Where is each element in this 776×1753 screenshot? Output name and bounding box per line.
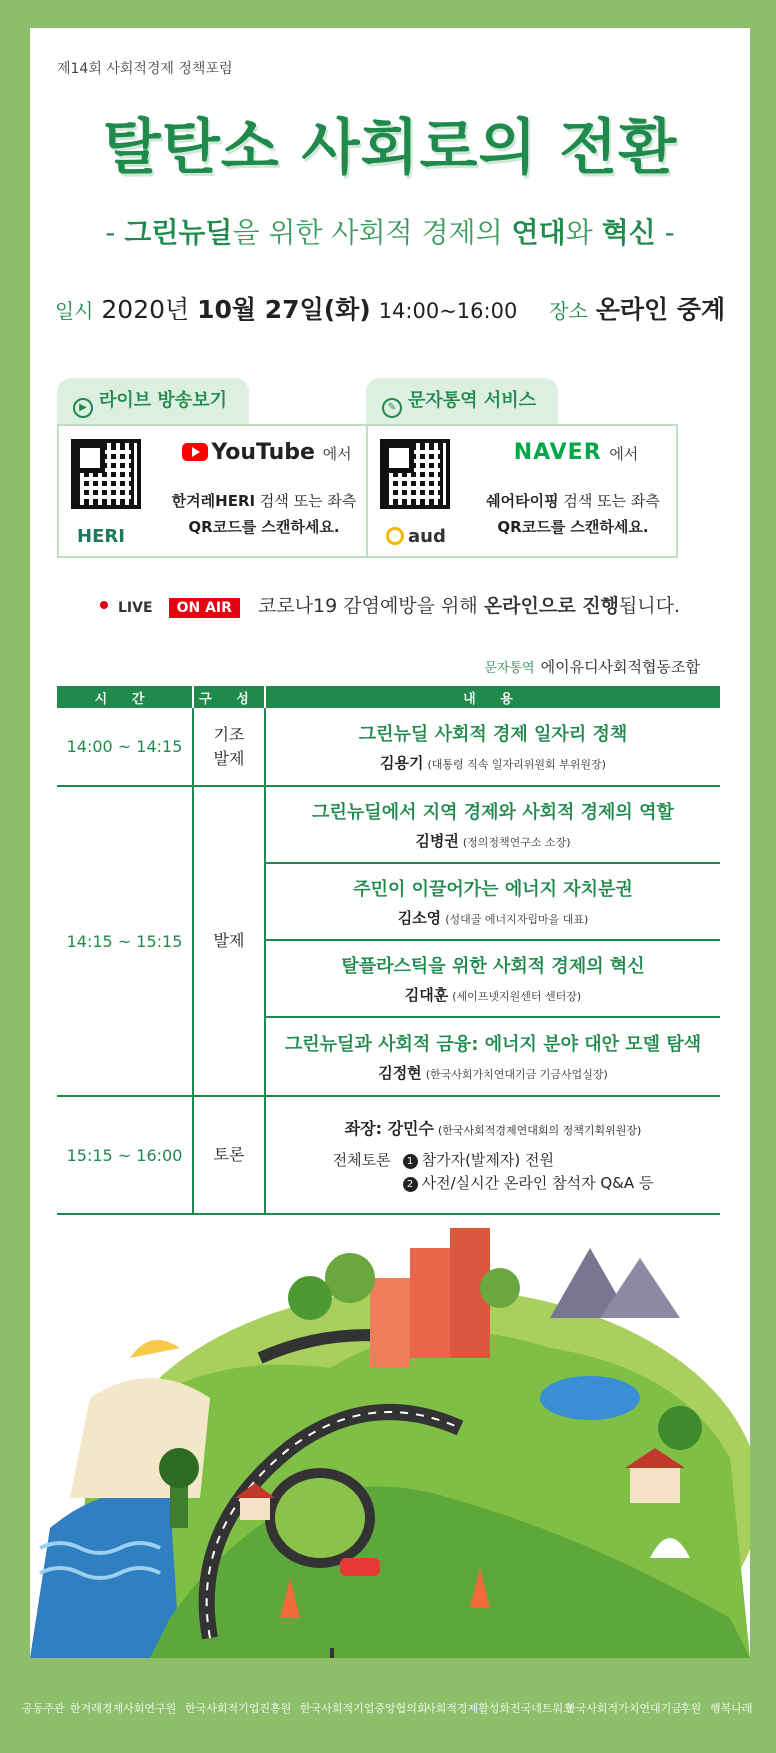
place-label: 장소 xyxy=(549,299,588,323)
host-5: 한국사회적가치연대기금 xyxy=(565,1702,682,1715)
translation-credit: 문자통역 에이유디사회적협동조합 xyxy=(484,658,700,676)
caption-tab[interactable]: ✎ 문자통역 서비스 xyxy=(366,378,558,424)
qr-code-naver[interactable] xyxy=(380,439,450,509)
onair-badge: ON AIR xyxy=(169,598,240,618)
live-instructions: 한겨레HERI 검색 또는 좌측 QR코드를 스캔하세요. xyxy=(171,492,357,536)
header-type: 구 성 xyxy=(193,686,265,708)
naver-logo: NAVER 에서 xyxy=(513,440,639,465)
qr-code-youtube[interactable] xyxy=(71,439,141,509)
header-content: 내 용 xyxy=(265,686,720,708)
sponsor: 행복나래 xyxy=(710,1702,753,1715)
schedule-table xyxy=(57,686,720,1215)
sponsor-label: 후원 xyxy=(680,1702,702,1715)
event-time: 14:00~16:00 xyxy=(378,299,518,323)
live-notice: LIVE ON AIR 코로나19 감염예방을 위해 온라인으로 진행됩니다. xyxy=(30,591,750,618)
host-4: 사회적경제활성화전국네트워크 xyxy=(425,1702,574,1715)
heri-logo: HERI xyxy=(77,526,125,547)
live-message: 코로나19 감염예방을 위해 온라인으로 진행됩니다. xyxy=(257,595,681,617)
discussion-block: 좌장: 강민수 (한국사회적경제연대회의 정책기획위원장) 전체토론 1 참가자(발제자) 전원 2 사전/실시간 온라인 참석자 Q&A 등 xyxy=(332,1118,654,1192)
live-dot-icon xyxy=(100,601,108,609)
table-row: 15:15 ~ 16:00 토론 좌장: 강민수 (한국사회적경제연대회의 정책기획위원장) 전체토론 1 참가자(발제자) 전원 2 사전/실시간 온라인 참석자 Q&A 등 xyxy=(57,1096,720,1214)
table-row: 14:15 ~ 15:15 발제 그린뉴딜에서 지역 경제와 사회적 경제의 역할 김병권 (정의정책연구소 소장) 주민이 이끌어가는 에너지 자치분권 김소영 (성대골 에너지자립마을 대표) 탈플라스틱을 위한 사회적 경제의 혁신 김대훈 (세이프넷지원센터 센터장) 그린뉴딜과 사회적 금융: 에너지 분야 대안 모델 탐색 김정현 (한국사회가치연대기금 기금사업실장) xyxy=(57,786,720,1096)
live-panel xyxy=(57,378,369,558)
host-2: 한국사회적기업진흥원 xyxy=(185,1702,292,1715)
page-title: 탈탄소 사회로의 전환 xyxy=(102,113,678,183)
play-icon: ▶ xyxy=(73,398,93,418)
number-1-icon: 1 xyxy=(403,1154,418,1169)
green-city-illustration xyxy=(30,1198,750,1658)
event-info xyxy=(30,290,750,326)
date-day: 10월 27일(화) xyxy=(197,295,371,324)
caption-panel-box xyxy=(366,424,678,558)
document-icon: ✎ xyxy=(382,398,402,418)
date-year: 2020년 xyxy=(101,295,190,324)
aud-logo: aud xyxy=(386,526,446,547)
live-panel-box xyxy=(57,424,369,558)
talk-item: 탈플라스틱을 위한 사회적 경제의 혁신 김대훈 (세이프넷지원센터 센터장) xyxy=(266,941,720,1018)
number-2-icon: 2 xyxy=(403,1177,418,1192)
aud-circle-icon xyxy=(386,527,404,545)
header-time: 시 간 xyxy=(57,686,193,708)
caption-panel xyxy=(366,378,678,558)
place-value: 온라인 중계 xyxy=(595,295,726,324)
youtube-icon xyxy=(182,443,208,461)
talk-item: 그린뉴딜과 사회적 금융: 에너지 분야 대안 모델 탐색 김정현 (한국사회가치연대기금 기금사업실장) xyxy=(284,1034,702,1082)
live-tab[interactable]: ▶ 라이브 방송보기 xyxy=(57,378,249,424)
youtube-logo: YouTube 에서 xyxy=(177,440,357,465)
subtitle: - 그린뉴딜을 위한 사회적 경제의 연대와 혁신 - xyxy=(105,216,675,249)
talk-item: 그린뉴딜 사회적 경제 일자리 정책 김용기 (대통령 직속 일자리위원회 부위원장) xyxy=(358,724,628,772)
talk-item: 그린뉴딜에서 지역 경제와 사회적 경제의 역할 김병권 (정의정책연구소 소장) xyxy=(266,787,720,864)
date-label: 일시 xyxy=(54,299,94,323)
host-3: 한국사회적기업중앙협의회 xyxy=(300,1702,428,1715)
host-label: 공동주관 xyxy=(22,1702,65,1715)
poster-card xyxy=(30,28,750,1658)
footer xyxy=(0,1700,776,1740)
caption-instructions: 쉐어타이핑 검색 또는 좌측 QR코드를 스캔하세요. xyxy=(486,492,660,536)
table-row: 14:00 ~ 14:15 기조 발제 그린뉴딜 사회적 경제 일자리 정책 김용기 (대통령 직속 일자리위원회 부위원장) xyxy=(57,708,720,786)
talk-item: 주민이 이끌어가는 에너지 자치분권 김소영 (성대골 에너지자립마을 대표) xyxy=(266,864,720,941)
host-1: 한겨레경제사회연구원 xyxy=(70,1702,177,1715)
forum-label: 제14회 사회적경제 정책포럼 xyxy=(57,61,233,77)
